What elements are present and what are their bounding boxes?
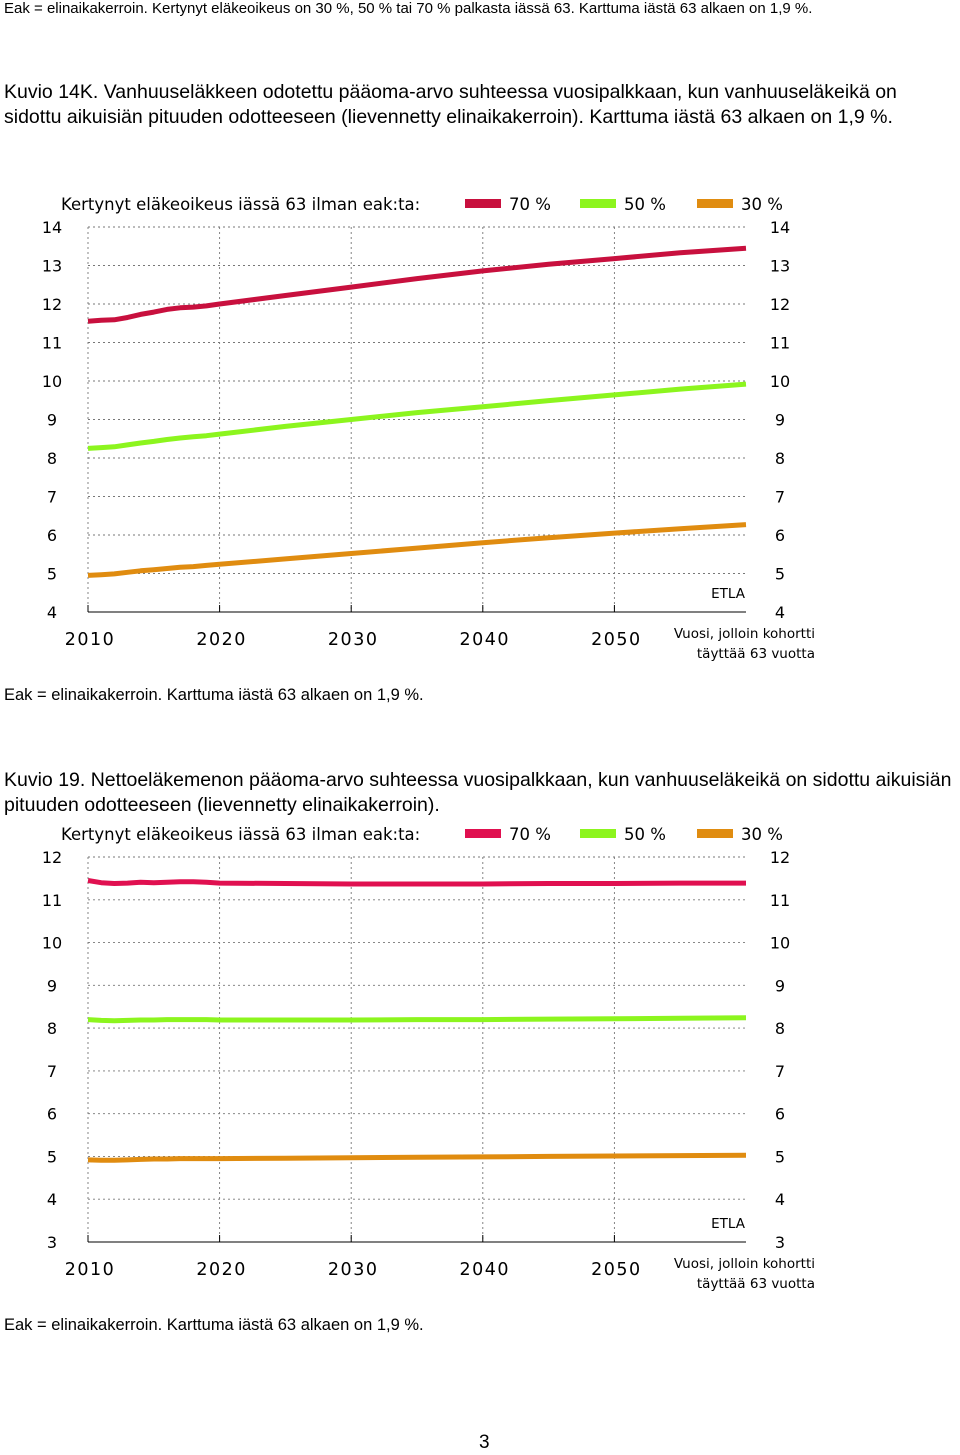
figure-caption: Kuvio 19. Nettoeläkemenon pääoma-arvo suhteessa vuosipalkkaan, kun vanhuuseläkeikä on sidottu aikuisiän pituuden odotteeseen (lievennetty elinaikakerroin). [4,768,952,816]
x-tick-label: 2030 [327,1260,379,1280]
y-tick-label-left: 8 [46,449,58,468]
y-tick-label-right: 3 [774,1233,786,1252]
x-tick-label: 2010 [64,630,116,650]
y-tick-label-right: 4 [774,1190,786,1210]
y-tick-label-left: 10 [41,933,63,953]
figure-footnote: Eak = elinaikakerroin. Karttuma iästä 63 alkaen on 1,9 %. [4,1316,424,1334]
y-tick-label-left: 4 [46,1190,58,1210]
y-tick-label-right: 9 [774,976,786,996]
y-tick-label-right: 9 [774,410,786,430]
series-line [88,525,746,576]
y-tick-label-right: 11 [769,890,791,910]
y-tick-label-right: 13 [769,256,791,276]
y-tick-label-left: 6 [46,1104,58,1124]
y-tick-label-left: 12 [41,848,63,867]
y-tick-label-right: 4 [774,603,786,622]
legend-label: 50 % [624,195,666,214]
legend-label: 30 % [741,825,783,844]
y-tick-label-left: 5 [46,564,58,584]
legend-swatch [465,829,501,838]
y-tick-label-right: 5 [774,564,786,584]
legend-title: Kertynyt eläkeoikeus iässä 63 ilman eak:ta: [61,195,421,214]
y-tick-label-left: 13 [41,256,63,276]
x-axis-label: Vuosi, jolloin kohortti [673,1256,815,1272]
y-tick-label-left: 11 [41,333,63,353]
y-tick-label-right: 8 [774,449,786,468]
series-line [88,248,746,321]
y-tick-label-left: 6 [46,526,58,545]
y-tick-label-left: 9 [46,410,58,430]
x-tick-label: 2010 [64,1260,116,1280]
y-tick-label-left: 7 [46,1061,58,1081]
source-label: ETLA [711,586,745,602]
y-tick-label-left: 11 [41,890,63,910]
figure-caption: Kuvio 14K. Vanhuuseläkkeen odotettu pääoma-arvo suhteessa vuosipalkkaan, kun vanhuuseläkeikä on sidottu aikuisiän pituuden odotteeseen (lievennetty elinaikakerroin). Karttuma iästä 63 alkaen on 1,9 %. [4,80,897,128]
x-axis-label: täyttää 63 vuotta [696,646,815,662]
x-axis-label: Vuosi, jolloin kohortti [673,626,815,642]
x-tick-label: 2040 [459,630,511,650]
legend-label: 70 % [509,195,551,214]
legend-swatch [697,829,733,838]
top-note: Eak = elinaikakerroin. Kertynyt eläkeoikeus on 30 %, 50 % tai 70 % palkasta iässä 63. Karttuma iästä 63 alkaen on 1,9 %. [4,0,813,17]
legend-swatch [465,199,501,208]
y-tick-label-right: 5 [774,1147,786,1167]
legend-label: 30 % [741,195,783,214]
y-tick-label-left: 14 [41,218,63,237]
line-chart-1 [0,188,960,678]
y-tick-label-left: 5 [46,1147,58,1167]
y-tick-label-left: 3 [46,1233,58,1252]
page-number: 3 [479,1432,490,1453]
y-tick-label-right: 14 [769,218,791,237]
y-tick-label-left: 12 [41,295,63,314]
y-tick-label-right: 10 [769,372,791,391]
x-axis-label: täyttää 63 vuotta [696,1276,815,1292]
y-tick-label-right: 7 [774,487,786,507]
y-tick-label-left: 9 [46,976,58,996]
series-line [88,384,746,448]
y-tick-label-right: 10 [769,933,791,953]
y-tick-label-right: 8 [774,1019,786,1039]
legend-swatch [580,829,616,838]
legend-title: Kertynyt eläkeoikeus iässä 63 ilman eak:ta: [61,825,421,844]
legend-label: 70 % [509,825,551,844]
legend-swatch [580,199,616,208]
y-tick-label-right: 6 [774,1104,786,1124]
x-tick-label: 2020 [196,1260,247,1280]
y-tick-label-left: 7 [46,487,58,507]
source-label: ETLA [711,1216,745,1232]
y-tick-label-right: 7 [774,1061,786,1081]
x-tick-label: 2040 [459,1260,511,1280]
series-line [88,1018,746,1021]
figure-footnote: Eak = elinaikakerroin. Karttuma iästä 63 alkaen on 1,9 %. [4,686,424,704]
x-tick-label: 2020 [196,630,247,650]
y-tick-label-right: 6 [774,526,786,545]
x-tick-label: 2030 [327,630,379,650]
legend-swatch [697,199,733,208]
line-chart-2 [0,818,960,1308]
series-line [88,1155,746,1160]
y-tick-label-right: 12 [769,848,791,867]
series-line [88,881,746,885]
x-tick-label: 2050 [591,630,642,650]
y-tick-label-left: 8 [46,1019,58,1039]
legend-label: 50 % [624,825,666,844]
y-tick-label-left: 10 [41,372,63,391]
y-tick-label-right: 11 [769,333,791,353]
x-tick-label: 2050 [591,1260,642,1280]
y-tick-label-left: 4 [46,603,58,622]
y-tick-label-right: 12 [769,295,791,314]
